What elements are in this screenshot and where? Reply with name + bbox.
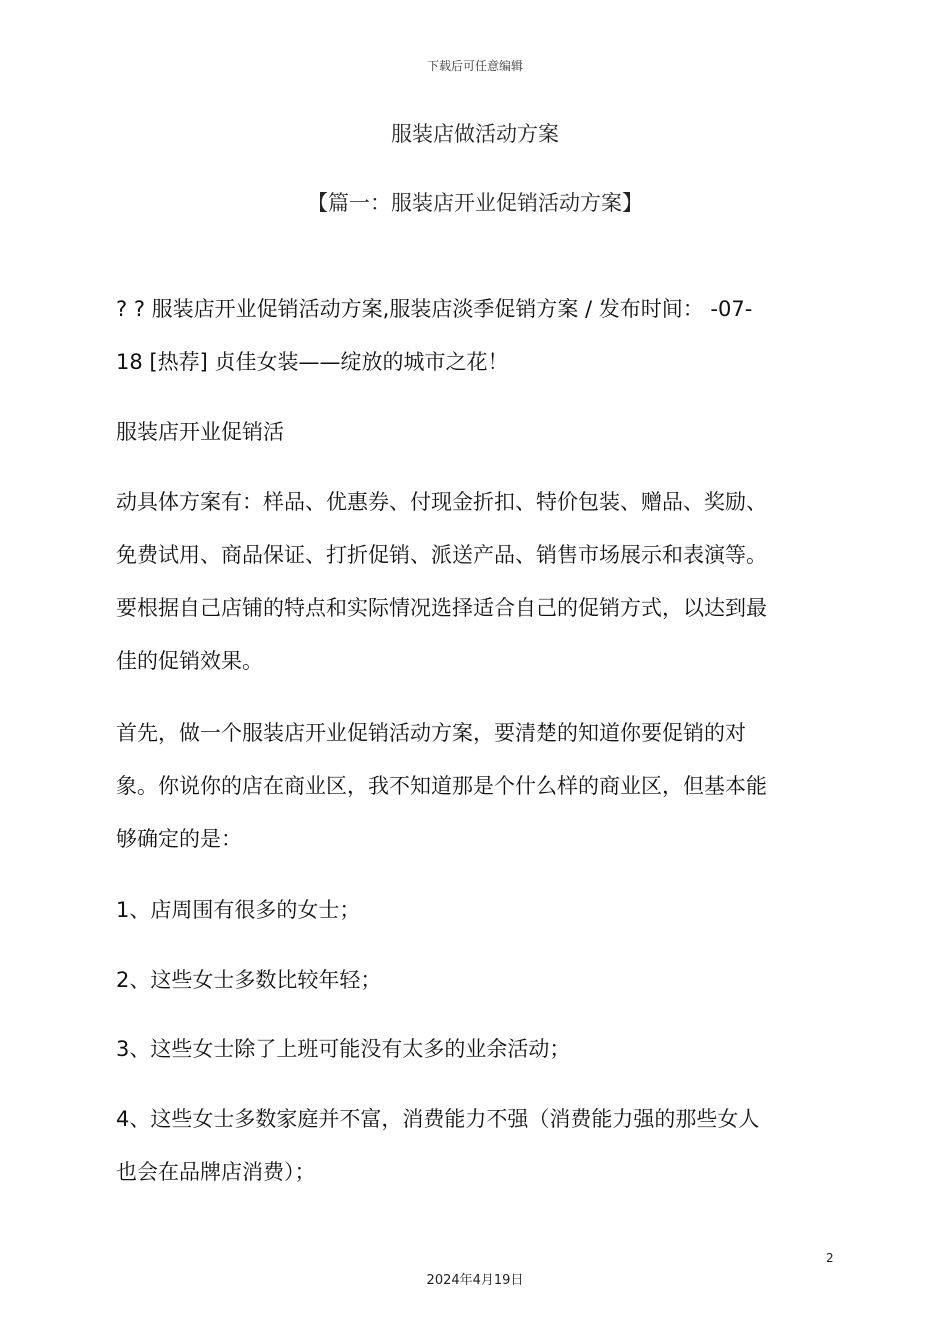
list-item-2 [116,954,836,1007]
paragraph-line: 佳的促销效果。 [116,649,263,673]
paragraph-first [116,707,836,866]
paragraph-line: 18 [热荐] 贞佳女装——绽放的城市之花！ [116,350,509,374]
paragraph-line: 够确定的是： [116,827,242,851]
header-note: 下载后可任意编辑 [426,59,523,73]
paragraph-line: 免费试用、商品保证、打折促销、派送产品、销售市场展示和表演等。 [116,543,767,567]
document-subtitle: 【篇一：服装店开业促销活动方案】 [307,191,643,215]
paragraph-line: 2、这些女士多数比较年轻； [116,968,382,992]
page-number: 2 [826,1251,834,1265]
list-item-3 [116,1023,836,1076]
paragraph-methods [116,476,836,688]
footer-date: 2024年4月19日 [426,1273,524,1288]
paragraph-line: 首先，做一个服装店开业促销活动方案，要清楚的知道你要促销的对 [116,721,746,745]
paragraph-heading [116,406,836,459]
paragraph-line: ? ? 服装店开业促销活动方案,服装店淡季促销方案 / 发布时间： -07- [116,297,753,321]
document-title: 服装店做活动方案 [391,122,559,146]
paragraph-intro [116,283,836,389]
paragraph-line: 象。你说你的店在商业区，我不知道那是个什么样的商业区，但基本能 [116,774,767,798]
paragraph-line: 4、这些女士多数家庭并不富，消费能力不强（消费能力强的那些女人 [116,1107,760,1131]
list-item-1 [116,884,836,937]
paragraph-line: 动具体方案有：样品、优惠券、付现金折扣、特价包装、赠品、奖励、 [116,490,767,514]
paragraph-line: 也会在品牌店消费）； [116,1160,316,1184]
paragraph-line: 要根据自己店铺的特点和实际情况选择适合自己的促销方式，以达到最 [116,596,767,620]
paragraph-line: 服装店开业促销活 [116,420,284,444]
paragraph-line: 1、店周围有很多的女士； [116,898,361,922]
paragraph-line: 3、这些女士除了上班可能没有太多的业余活动； [116,1037,571,1061]
list-item-4 [116,1093,836,1199]
